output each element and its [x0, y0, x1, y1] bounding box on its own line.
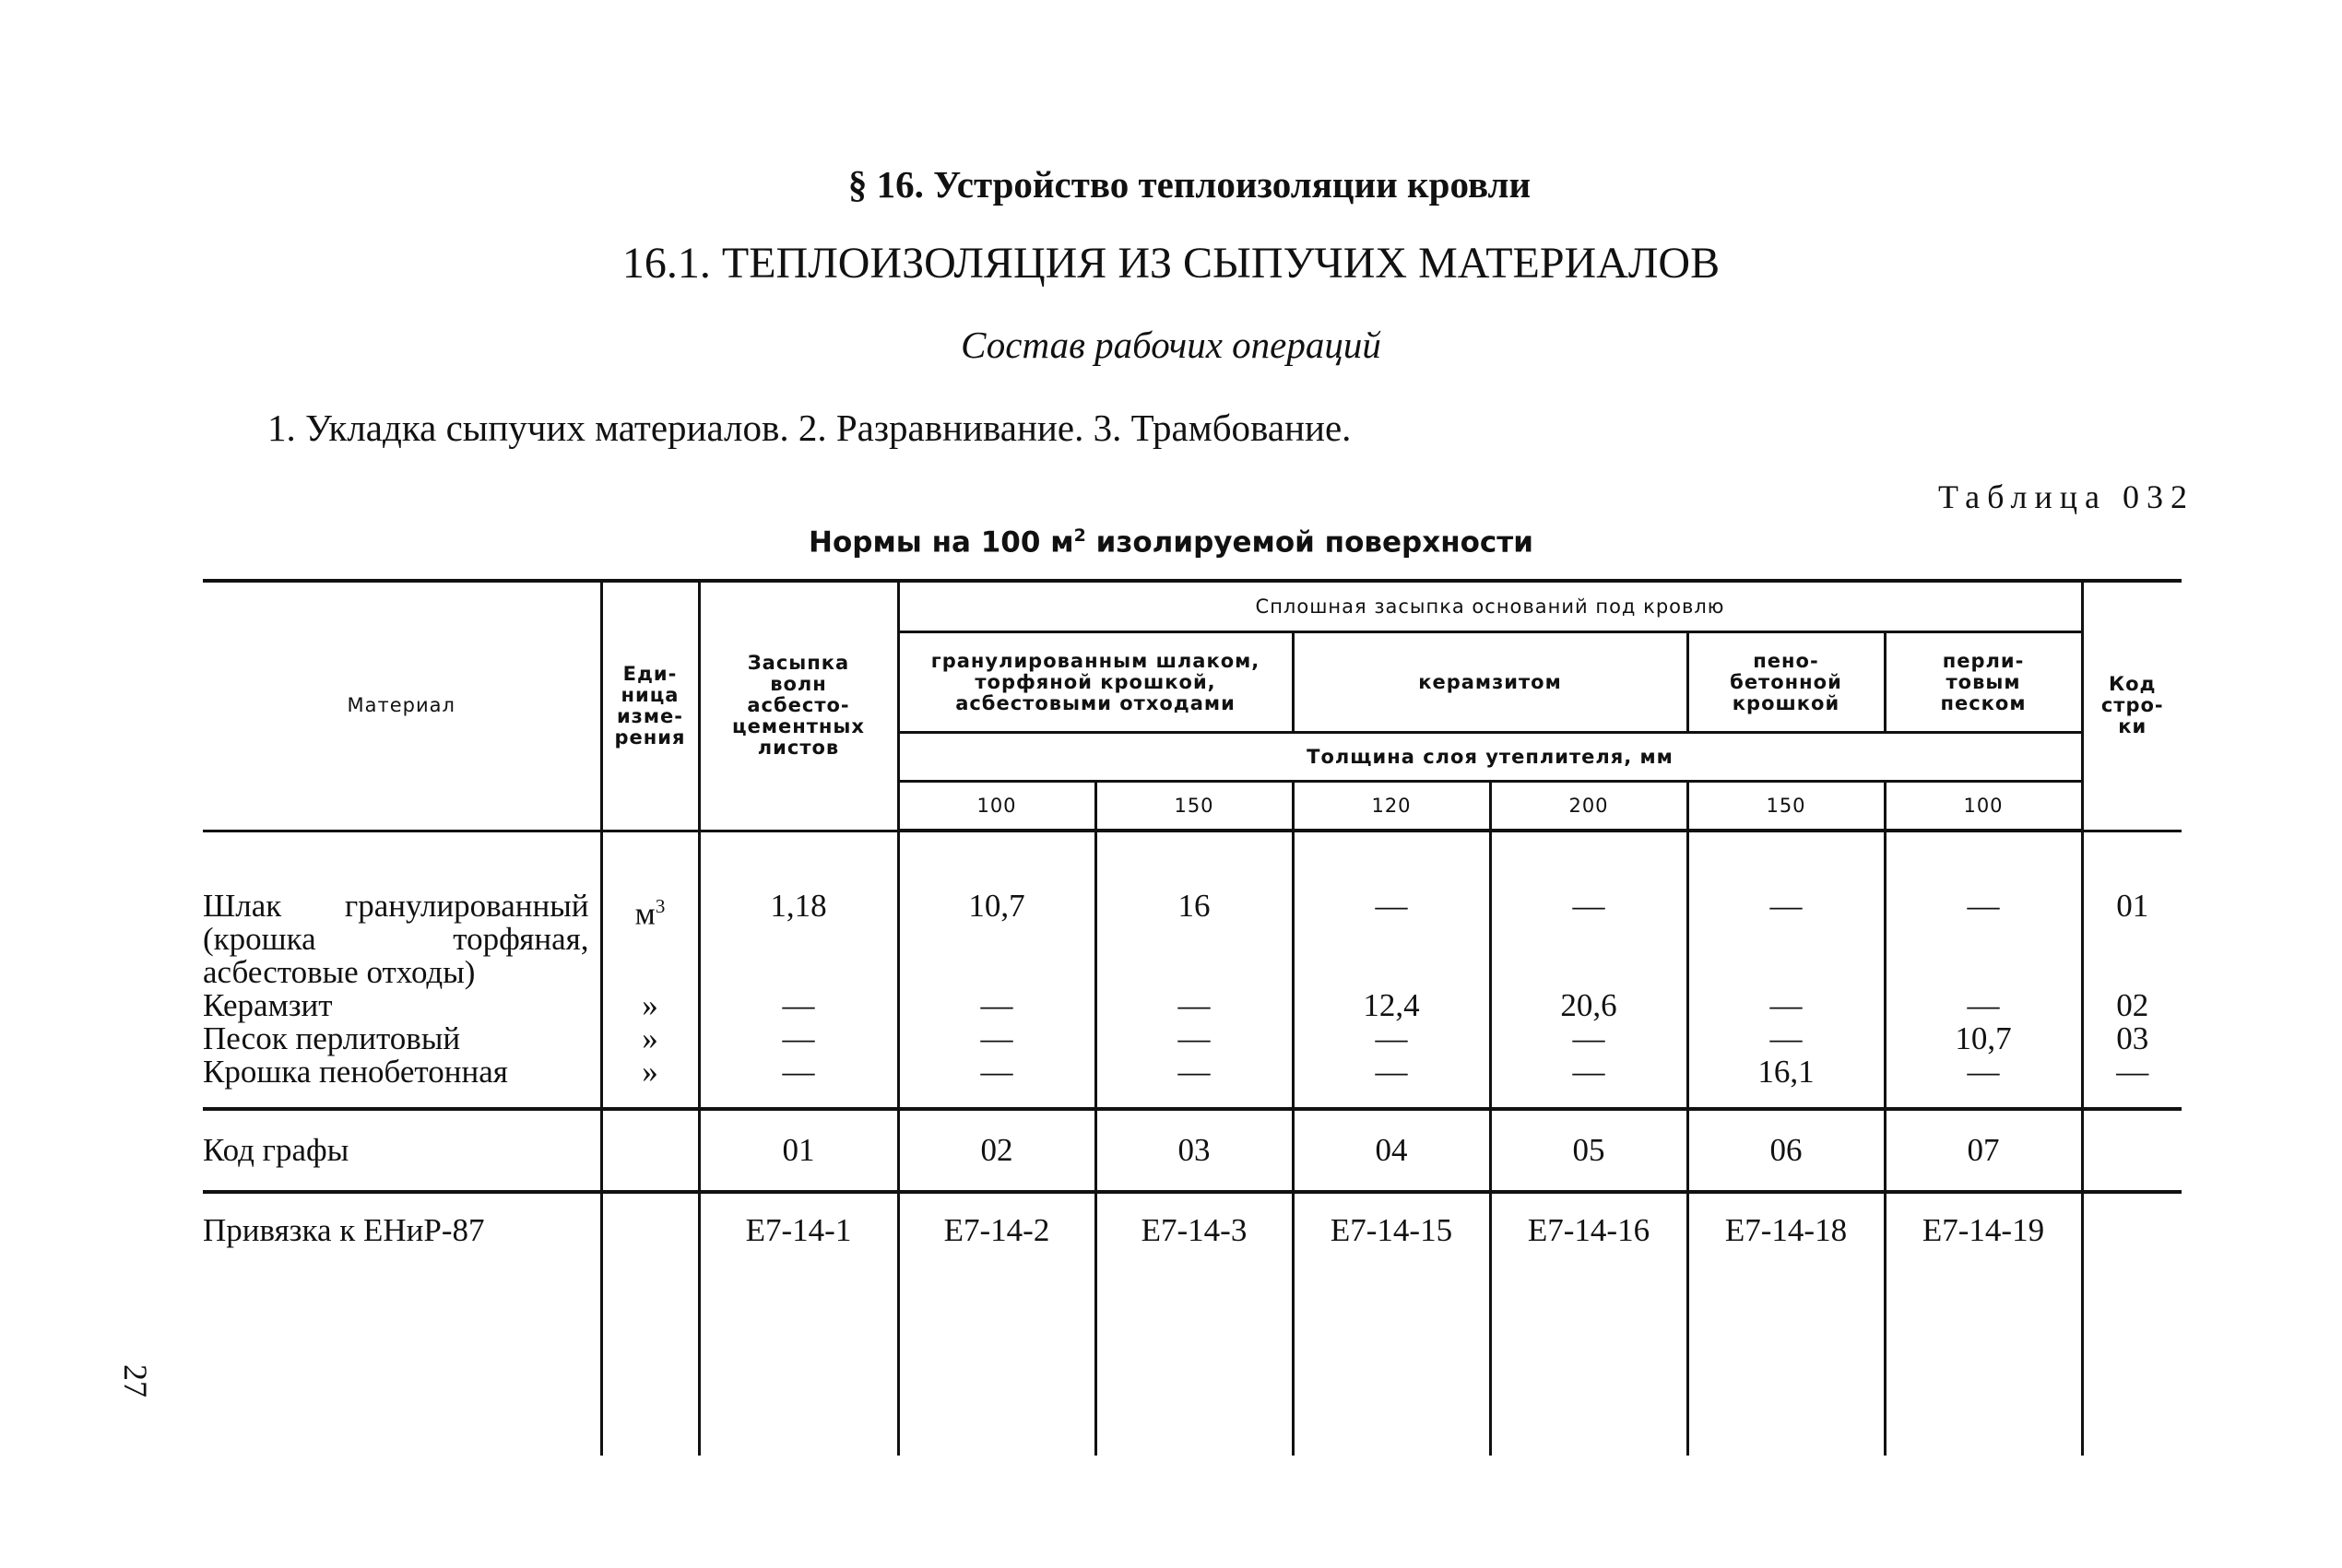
unit-cell: »	[601, 989, 699, 1022]
header-unit: Еди- ница изме- рения	[601, 581, 699, 831]
header-thickness: Толщина слоя утеплителя, мм	[898, 733, 2082, 782]
empty-cell	[2082, 1109, 2182, 1192]
value-cell: —	[898, 1022, 1095, 1055]
page-number: 27	[117, 1364, 154, 1397]
header-continuous-fill: Сплошная засыпка оснований под кровлю	[898, 581, 2082, 632]
material-cell: Керамзит	[203, 989, 601, 1022]
unit-cell: »	[601, 1055, 699, 1089]
header-granulated: гранулированным шлаком, торфяной крошкой, асбестовыми отходами	[898, 632, 1293, 733]
graph-code-cell: 07	[1885, 1109, 2082, 1192]
table-row	[203, 890, 2182, 989]
value-cell: —	[1293, 890, 1490, 989]
value-cell: —	[699, 989, 898, 1022]
unit-cell	[601, 890, 699, 989]
binding-cell: Е7-14-2	[898, 1192, 1095, 1456]
header-thickness-value: 150	[1687, 782, 1885, 831]
table-row	[203, 989, 2182, 1022]
table-caption-sup: 2	[1073, 525, 1086, 546]
graph-code-cell: 03	[1095, 1109, 1293, 1192]
unit-cell: »	[601, 1022, 699, 1055]
header-thickness-value: 150	[1095, 782, 1293, 831]
graph-code-cell: 06	[1687, 1109, 1885, 1192]
value-cell: —	[699, 1022, 898, 1055]
header-thickness-value: 120	[1293, 782, 1490, 831]
graph-code-cell: 04	[1293, 1109, 1490, 1192]
code-cell: 03	[2082, 1022, 2182, 1055]
graph-code-cell: 02	[898, 1109, 1095, 1192]
header-material: Материал	[203, 581, 601, 831]
material-cell: Крошка пенобетонная	[203, 1055, 601, 1089]
section-title: § 16. Устройство теплоизоляции кровли	[847, 163, 1532, 206]
value-cell: —	[1490, 1055, 1687, 1089]
value-cell: —	[898, 989, 1095, 1022]
norms-table	[203, 579, 2182, 1456]
table-row	[203, 1022, 2182, 1055]
table-row	[203, 1055, 2182, 1089]
value-cell: —	[898, 1055, 1095, 1089]
value-cell: —	[699, 1055, 898, 1089]
operations-title: Состав рабочих операций	[961, 324, 1381, 366]
header-keramzit: керамзитом	[1293, 632, 1687, 733]
header-perlite: перли- товым песком	[1885, 632, 2082, 733]
value-cell: —	[1490, 890, 1687, 989]
binding-cell: Е7-14-19	[1885, 1192, 2082, 1456]
subsection-title: 16.1. ТЕПЛОИЗОЛЯЦИЯ ИЗ СЫПУЧИХ МАТЕРИАЛОВ	[621, 239, 1721, 288]
value-cell: —	[1885, 1055, 2082, 1089]
header-thickness-value: 200	[1490, 782, 1687, 831]
binding-cell: Е7-14-16	[1490, 1192, 1687, 1456]
binding-cell: Е7-14-1	[699, 1192, 898, 1456]
table-caption	[0, 525, 2342, 559]
value-cell: —	[1293, 1022, 1490, 1055]
empty-cell	[2082, 1192, 2182, 1456]
header-thickness-value: 100	[898, 782, 1095, 831]
value-cell: —	[1490, 1022, 1687, 1055]
code-cell: —	[2082, 1055, 2182, 1089]
operations-text: 1. Укладка сыпучих материалов. 2. Разравнивание. 3. Трамбование.	[267, 407, 1352, 449]
binding-label: Привязка к ЕНиР-87	[203, 1192, 601, 1456]
value-cell: 10,7	[898, 890, 1095, 989]
unit-text: м	[634, 895, 656, 932]
binding-cell: Е7-14-15	[1293, 1192, 1490, 1456]
graph-code-cell: 01	[699, 1109, 898, 1192]
graph-code-cell: 05	[1490, 1109, 1687, 1192]
value-cell: —	[1885, 890, 2082, 989]
header-line-code: Код стро- ки	[2082, 581, 2182, 831]
code-cell: 02	[2082, 989, 2182, 1022]
graph-code-row	[203, 1109, 2182, 1192]
table-caption-suffix: изолируемой поверхности	[1085, 525, 1533, 560]
header-fill-asbestos: Засыпка волн асбесто- цементных листов	[699, 581, 898, 831]
value-cell: —	[1293, 1055, 1490, 1089]
material-cell: Песок перлитовый	[203, 1022, 601, 1055]
value-cell: 20,6	[1490, 989, 1687, 1022]
value-cell: 1,18	[699, 890, 898, 989]
value-cell: —	[1095, 1055, 1293, 1089]
value-cell: —	[1885, 989, 2082, 1022]
value-cell: 12,4	[1293, 989, 1490, 1022]
value-cell: —	[1095, 989, 1293, 1022]
header-thickness-value: 100	[1885, 782, 2082, 831]
binding-row	[203, 1192, 2182, 1456]
code-cell: 01	[2082, 890, 2182, 989]
value-cell: —	[1687, 989, 1885, 1022]
value-cell: —	[1687, 890, 1885, 989]
header-foam-concrete: пено- бетонной крошкой	[1687, 632, 1885, 733]
table-number: Таблица 032	[1938, 478, 2194, 515]
value-cell: 16	[1095, 890, 1293, 989]
table-caption-prefix: Нормы на 100 м	[809, 525, 1074, 560]
empty-cell	[601, 1192, 699, 1456]
value-cell: —	[1687, 1022, 1885, 1055]
graph-code-label: Код графы	[203, 1109, 601, 1192]
value-cell: —	[1095, 1022, 1293, 1055]
empty-cell	[601, 1109, 699, 1192]
value-cell: 16,1	[1687, 1055, 1885, 1089]
material-cell: Шлак гранулированный (крошка торфяная, асбестовые отходы)	[203, 890, 601, 989]
value-cell: 10,7	[1885, 1022, 2082, 1055]
unit-sup: 3	[655, 895, 666, 917]
binding-cell: Е7-14-3	[1095, 1192, 1293, 1456]
binding-cell: Е7-14-18	[1687, 1192, 1885, 1456]
